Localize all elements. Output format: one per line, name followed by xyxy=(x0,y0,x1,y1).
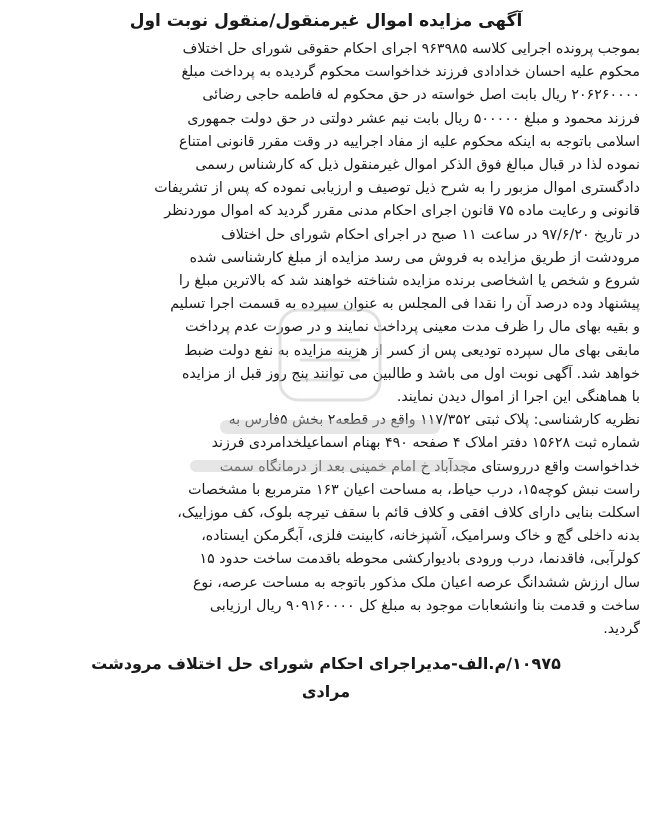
expert-opinion-paragraph: نظریه کارشناسی: پلاک ثبتی ۱۱۷/۳۵۲ واقع در قطعه۲ بخش ۵فارس به شماره ثبت ۱۵۶۲۸ دفتر املاک ۴ صفحه ۴۹۰ بهنام اسماعیلخدامردی فرزند خداخواست واقع درروستای مجدآباد خ امام خمینی بعد از درمانگاه سمت راست نبش کوچه۱۵، درب حیاط، به مساحت اعیان ۱۶۳ مترمربع با مشخصات اسکلت بنایی دارای کلاف افقی و کلاف قائم با سقف تیرچه بلوک، کف موزاییک، بدنه داخلی گچ و خاک وسرامیک، آشپزخانه، کابینت فلزی، آبگرمکن ایستاده، کولرآبی، فاقدنما، درب ورودی بادیوارکشی محوطه باقدمت ساخت حدود ۱۵ سال ارزش ششدانگ عرصه اعیان ملک مذکور باتوجه به مساحت عرصه، نوع ساخت و قدمت بنا وانشعابات موجود به مبلغ کل ۹۰۹۱۶۰۰۰۰ ریال ارزیابی گردید. xyxy=(177,412,640,638)
signature-line: ۱۰۹۷۵/م.الف-مدیراجرای احکام شورای حل اختلاف مرودشت xyxy=(91,654,561,674)
notice-body-paragraph: بموجب پرونده اجرایی کلاسه ۹۶۳۹۸۵ اجرای احکام حقوقی شورای حل اختلاف محکوم علیه احسان خدادادی فرزند خداخواست محکوم گردیده به پرداخت مبلغ ۲۰۶۲۶۰۰۰۰ ریال بابت اصل خواسته در حق محکوم له فاطمه حاجی رضائی فرزند محمود و مبلغ ۵۰۰۰۰۰ ریال بابت نیم عشر دولتی در حق دولت جمهوری اسلامی باتوجه به اینکه محکوم علیه از مفاد اجراییه در وقت مقرر قانونی امتناع نموده لذا در قبال مبالغ فوق الذکر اموال غیرمنقول ذیل که کارشناس رسمی دادگستری اموال مزبور را به شرح ذیل توصیف و ارزیابی نموده که پس از تشریفات قانونی و رعایت ماده ۷۵ قانون اجرای احکام مدنی مقرر گردید که اموال موردنظر در تاریخ ۹۷/۶/۲۰ در ساعت ۱۱ صبح در اجرای احکام شورای حل اختلاف مرودشت از طریق مزایده به فروش می رسد مزایده از مبلغ کارشناسی شده شروع و شخص یا اشخاصی برنده مزایده شناخته خواهند شد که بالاترین مبلغ را پیشنهاد وده درصد آن را نقدا فی المجلس به عنوان سپرده به قسمت اجرا تسلیم و بقیه بهای مال را ظرف مدت معینی پرداخت نمایند و در صورت عدم پرداخت مابقی بهای مال سپرده تودیعی پس از کسر از هزینه مزایده به نفع دولت ضبط خواهد شد. آگهی نوبت اول می باشد و طالبین می توانند پنج روز قبل از مزایده با هماهنگی این اجرا از اموال دیدن نمایند. xyxy=(154,41,640,406)
notice-title: آگهی مزایده اموال غیرمنقول/منقول نوبت اول xyxy=(129,11,523,31)
signature-name: مرادی xyxy=(301,682,351,702)
